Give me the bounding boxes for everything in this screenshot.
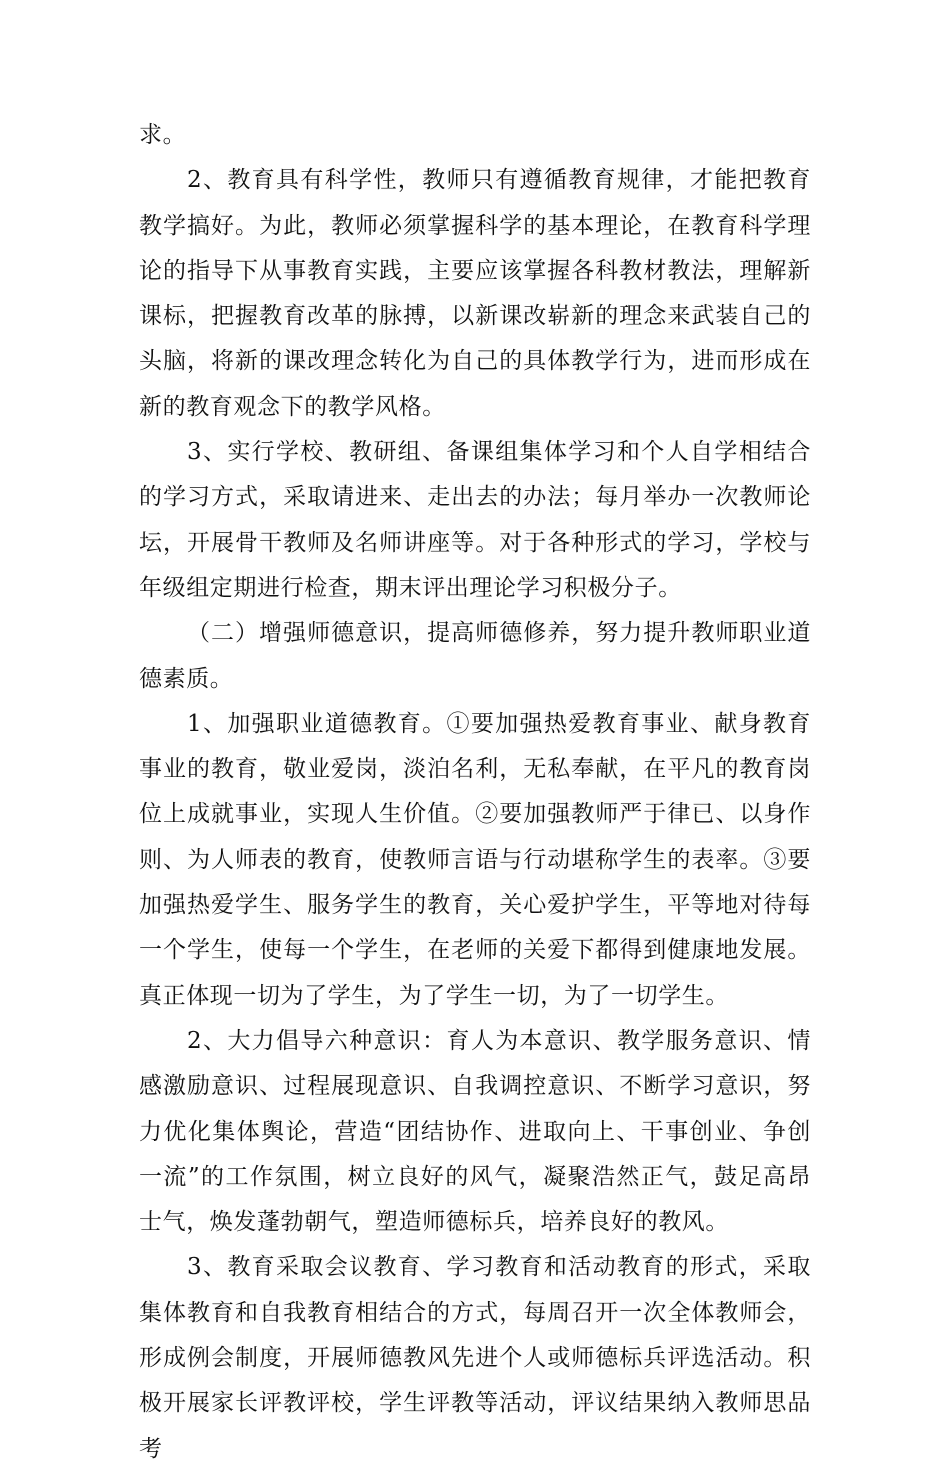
paragraph-six-awareness: 2、大力倡导六种意识：育人为本意识、教学服务意识、情感激励意识、过程展现意识、自我调控意识、不断学习意识，努力优化集体舆论，营造“团结协作、进取向上、干事创业、争创一流”的工作氛围，树立良好的风气，凝聚浩然正气，鼓足高昂士气，焕发蓬勃朝气，塑造师德标兵，培养良好的教风。 — [139, 1027, 811, 1236]
paragraph-science-of-education: 2、教育具有科学性，教师只有遵循教育规律，才能把教育教学搞好。为此，教师必须掌握科学的基本理论，在教育科学理论的指导下从事教育实践，主要应该掌握各科教材教法，理解新课标，把握教育改革的脉搏，以新课改崭新的理念来武装自己的头脑，将新的课改理念转化为自己的具体教学行为，进而形成在新的教育观念下的教学风格。 — [139, 167, 811, 420]
paragraph-professional-ethics: 1、加强职业道德教育。①要加强热爱教育事业、献身教育事业的教育，敬业爱岗，淡泊名利，无私奉献，在平凡的教育岗位上成就事业，实现人生价值。②要加强教师严于律已、以身作则、为人师表的教育，使教师言语与行动堪称学生的表率。③要加强热爱学生、服务学生的教育，关心爱护学生，平等地对待每一个学生，使每一个学生，在老师的关爱下都得到健康地发展。真正体现一切为了学生，为了学生一切，为了一切学生。 — [139, 710, 811, 1009]
document-page — [139, 113, 811, 1472]
paragraph-continuation: 求。 — [139, 122, 187, 148]
paragraph-education-forms: 3、教育采取会议教育、学习教育和活动教育的形式，采取集体教育和自我教育相结合的方式，每周召开一次全体教师会，形成例会制度，开展师德教风先进个人或师德标兵评选活动。积极开展家长评教评校，学生评教等活动，评议结果纳入教师思品考 — [139, 1254, 811, 1462]
section-heading-ethics: （二）增强师德意识，提高师德修养，努力提升教师职业道德素质。 — [139, 620, 811, 692]
paragraph-learning-methods: 3、实行学校、教研组、备课组集体学习和个人自学相结合的学习方式，采取请进来、走出去的办法；每月举办一次教师论坛，开展骨干教师及名师讲座等。对于各种形式的学习，学校与年级组定期进行检查，期末评出理论学习积极分子。 — [139, 439, 811, 601]
